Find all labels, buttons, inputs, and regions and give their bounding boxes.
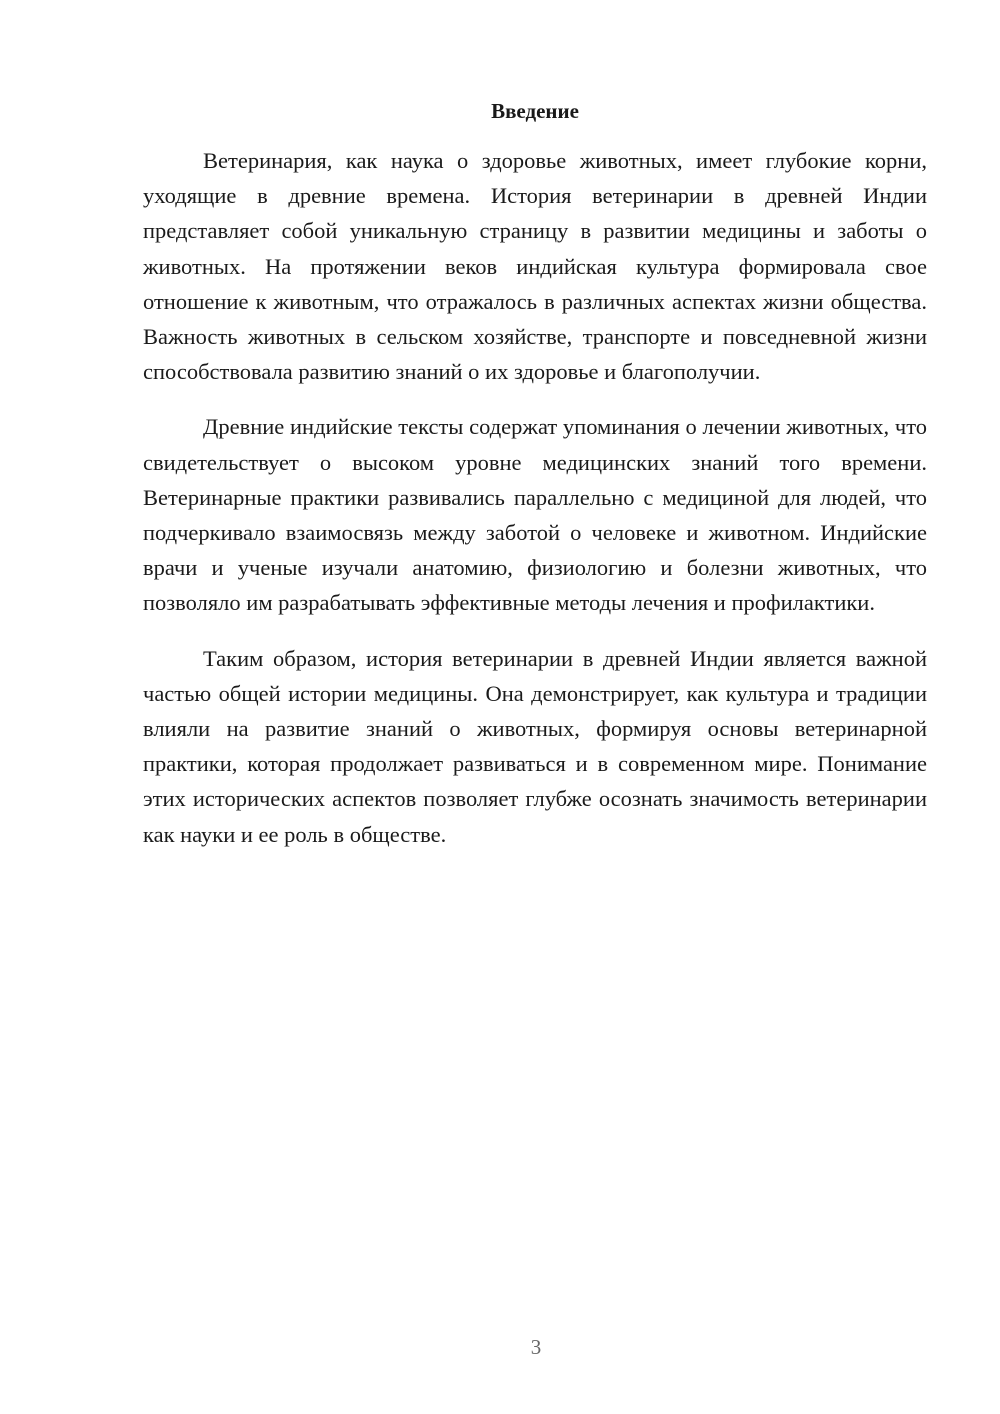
document-body	[143, 143, 927, 872]
paragraph-1: Ветеринария, как наука о здоровье животных, имеет глубокие корни, уходящие в древние времена. История ветеринарии в древней Индии представляет собой уникальную страницу в развитии медицины и заботы о животных. На протяжении веков индийская культура формировала свое отношение к животным, что отражалось в различных аспектах жизни общества. Важность животных в сельском хозяйстве, транспорте и повседневной жизни способствовала развитию знаний о их здоровье и благополучии.	[143, 148, 927, 385]
paragraph-3: Таким образом, история ветеринарии в древней Индии является важной частью общей истории медицины. Она демонстрирует, как культура и традиции влияли на развитие знаний о животных, формируя основы ветеринарной практики, которая продолжает развиваться и в современном мире. Понимание этих исторических аспектов позволяет глубже осознать значимость ветеринарии как науки и ее роль в обществе.	[143, 645, 927, 847]
page-number: 3	[530, 1335, 542, 1359]
paragraph-2: Древние индийские тексты содержат упоминания о лечении животных, что свидетельствует о высоком уровне медицинских знаний того времени. Ветеринарные практики развивались параллельно с медициной для людей, что подчеркивало взаимосвязь между заботой о человеке и животном. Индийские врачи и ученые изучали анатомию, физиологию и болезни животных, что позволяло им разрабатывать эффективные методы лечения и профилактики.	[143, 414, 927, 616]
section-title: Введение	[491, 99, 579, 123]
